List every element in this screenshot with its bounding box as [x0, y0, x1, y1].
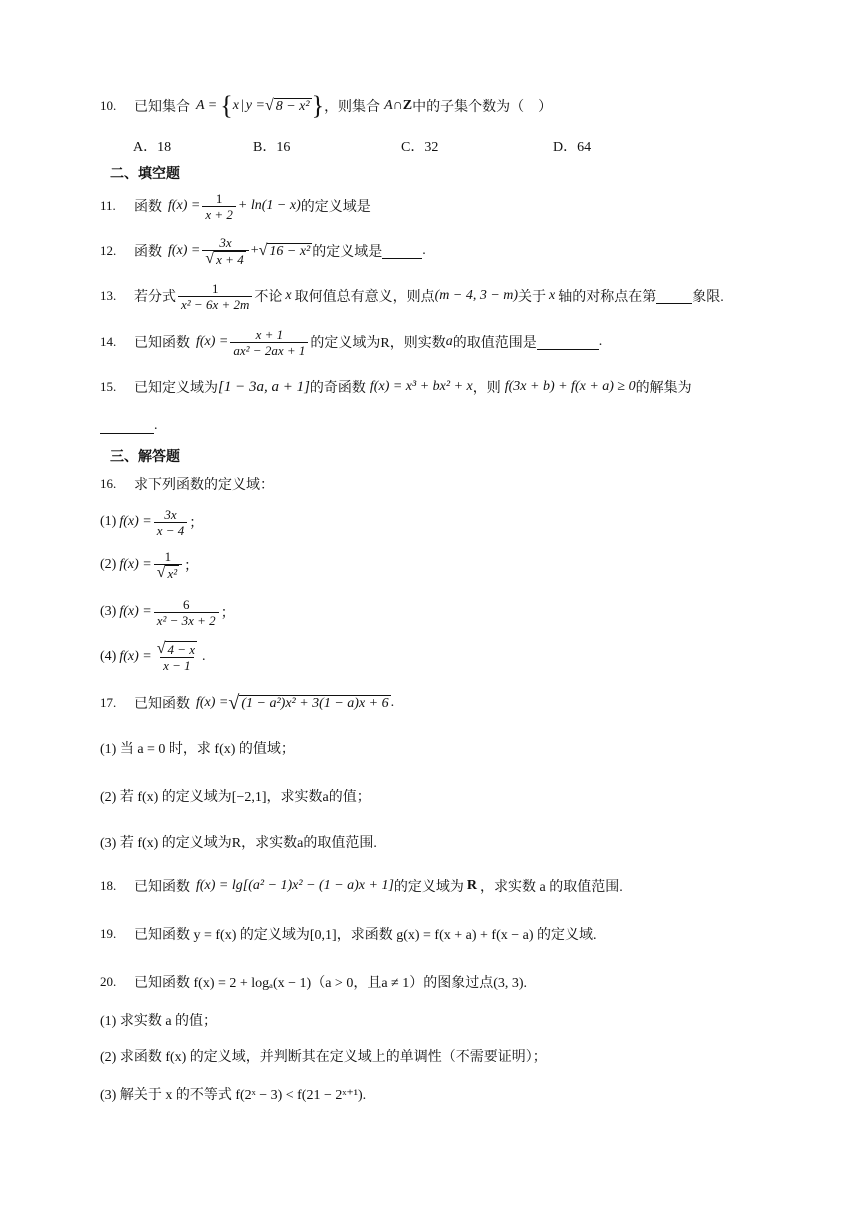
question-text: 求下列函数的定义域： — [134, 478, 274, 493]
brace: { — [220, 91, 233, 120]
option-label: A．18 — [133, 140, 172, 155]
question-18 — [100, 876, 623, 896]
question-text: 的定义域为R，则实数 — [310, 336, 446, 351]
question-20 — [100, 972, 527, 992]
question-text: 的解集为 — [635, 381, 692, 396]
option-label: C．32 — [401, 140, 439, 155]
math-expr: f(x) = — [119, 649, 152, 664]
question-text: 的取值范围是 — [452, 336, 537, 351]
math-expr: f(x) = — [119, 514, 152, 529]
question-text: 已知函数 f(x) = 2 + logₐ(x − 1)（a > 0，且a ≠ 1）的图象过点(3, 3). — [134, 976, 528, 991]
denominator: x − 4 — [154, 522, 188, 538]
question-text: 的定义域是 — [312, 245, 383, 260]
radicand: 16 − x² — [269, 244, 311, 259]
question-number: 14. — [100, 334, 117, 349]
question-16 — [100, 474, 274, 494]
fraction — [230, 327, 308, 358]
math-expr: f(3x + b) + f(x + a) ≥ 0 — [504, 379, 636, 394]
question-number: 13. — [100, 288, 117, 303]
subpart-2 — [100, 546, 198, 584]
math-set: R — [466, 878, 478, 893]
numerator: 3x — [164, 506, 177, 522]
question-13 — [100, 278, 724, 314]
period: . — [390, 695, 395, 710]
question-text: 已知集合 — [134, 100, 190, 115]
option-d[interactable] — [553, 136, 591, 156]
answer-blank[interactable] — [537, 335, 599, 350]
numerator: 1 — [211, 280, 219, 296]
math-expr: f(x) = — [196, 334, 229, 349]
question-text: 已知定义域为 — [134, 381, 218, 396]
question-11 — [100, 188, 371, 224]
punctuation: ； — [189, 516, 204, 531]
option-label: D．64 — [553, 140, 592, 155]
math-expr: f(x) = — [119, 557, 152, 572]
question-text: 函数 — [134, 245, 162, 260]
subpart-1 — [100, 738, 295, 758]
question-10 — [100, 88, 552, 124]
question-number: 20. — [100, 974, 117, 989]
subpart-2 — [100, 786, 371, 806]
question-text: 已知函数 — [134, 336, 190, 351]
subpart-text: (1) 求实数 a 的值； — [100, 1014, 218, 1029]
math-expr: (m − 4, 3 − m) — [434, 288, 519, 303]
question-17 — [100, 690, 394, 716]
punctuation: . — [202, 649, 206, 664]
question-text: 轴的对称点在第 — [558, 290, 657, 305]
question-text: 的定义域为 — [393, 880, 464, 895]
fraction — [202, 191, 236, 222]
question-number: 10. — [100, 98, 117, 113]
math-var: x — [232, 98, 239, 113]
subpart-label: (4) — [100, 649, 117, 664]
answer-blank[interactable] — [382, 244, 422, 259]
question-12 — [100, 232, 426, 270]
question-text: 不论 — [254, 290, 283, 305]
math-expr: + — [250, 243, 259, 258]
radicand: x² — [167, 566, 178, 581]
numerator: 1 — [164, 549, 172, 564]
subpart-3 — [100, 594, 235, 630]
question-text: 若分式 — [134, 290, 176, 305]
question-text: 象限. — [692, 290, 724, 305]
math-var: a — [445, 334, 453, 349]
math-expr: A∩ — [384, 98, 403, 113]
section-heading: 二、填空题 — [110, 166, 180, 182]
option-label: B．16 — [253, 140, 291, 155]
question-text: 已知函数 — [134, 697, 190, 712]
math-expr: f(x) = — [119, 604, 152, 619]
denominator: x − 1 — [160, 657, 194, 673]
question-number: 19. — [100, 926, 117, 941]
fraction — [154, 507, 188, 538]
question-text: ，则集合 — [324, 100, 381, 115]
math-expr: f(x) = — [168, 243, 201, 258]
question-number: 18. — [100, 878, 117, 893]
question-number: 17. — [100, 695, 117, 710]
denominator: x + 2 — [202, 206, 236, 222]
math-expr: f(x) = — [196, 695, 229, 710]
divider: | — [240, 98, 244, 113]
punctuation: ； — [220, 606, 235, 621]
subpart-label: (1) — [100, 514, 117, 529]
period: . — [154, 418, 158, 433]
fraction — [154, 549, 182, 581]
question-19 — [100, 924, 597, 944]
option-b[interactable] — [253, 136, 290, 156]
question-text: 取何值总有意义，则点 — [294, 290, 435, 305]
numerator: 3x — [219, 235, 232, 250]
math-var: x — [285, 288, 292, 303]
question-number: 16. — [100, 476, 117, 491]
radicand: x + 4 — [216, 252, 244, 267]
denominator: x² − 6x + 2m — [178, 296, 252, 312]
subpart-text: (3) 若 f(x) 的定义域为R，求实数a的取值范围. — [100, 836, 377, 851]
radicand: 8 − x² — [275, 99, 310, 114]
option-c[interactable] — [401, 136, 438, 156]
option-a[interactable] — [133, 136, 171, 156]
question-text: 已知函数 — [134, 880, 190, 895]
subpart-text: (3) 解关于 x 的不等式 f(2ˣ − 3) < f(21 − 2ˣ⁺¹). — [100, 1088, 367, 1103]
numerator: 1 — [215, 190, 223, 206]
fraction — [202, 235, 248, 267]
period: . — [598, 334, 603, 349]
answer-blank[interactable] — [100, 419, 154, 434]
question-text: 的奇函数 — [309, 381, 366, 396]
subpart-3 — [100, 1084, 366, 1104]
math-expr: + ln(1 − x) — [237, 198, 301, 213]
math-expr: A = — [196, 98, 218, 113]
fraction — [154, 597, 219, 628]
question-text: 中的子集个数为（ ） — [412, 100, 553, 115]
subpart-text: (2) 若 f(x) 的定义域为[−2,1]，求实数a的值； — [100, 790, 371, 805]
math-expr: f(x) = x³ + bx² + x — [369, 379, 473, 394]
subpart-1 — [100, 1010, 217, 1030]
question-number: 12. — [100, 243, 117, 258]
subpart-3 — [100, 832, 377, 852]
math-expr: y = — [245, 98, 265, 113]
sqrt-expr: √ 16 − x² — [258, 242, 311, 259]
question-text: 的定义域是 — [300, 200, 371, 215]
subpart-1 — [100, 504, 203, 540]
question-text: ，求实数 a 的取值范围. — [480, 880, 623, 895]
subpart-text: (2) 求函数 f(x) 的定义域，并判断其在定义域上的单调性（不需要证明）； — [100, 1050, 547, 1065]
math-var: x — [549, 288, 556, 303]
subpart-4 — [100, 638, 206, 676]
punctuation: ； — [184, 559, 199, 574]
sqrt-expr: √ (1 − a²)x² + 3(1 − a)x + 6 — [228, 692, 389, 714]
math-expr: f(x) = — [168, 198, 201, 213]
denominator: √ x² — [154, 564, 182, 581]
radicand: (1 − a²)x² + 3(1 − a)x + 6 — [241, 696, 389, 711]
answer-line — [100, 418, 158, 434]
question-text: 已知函数 y = f(x) 的定义域为[0,1]，求函数 g(x) = f(x + a) + f(x − a) 的定义域. — [134, 928, 597, 943]
numerator: x + 1 — [255, 326, 284, 342]
question-text: 关于 — [518, 290, 547, 305]
subpart-label: (2) — [100, 557, 117, 572]
math-set: Z — [402, 98, 413, 113]
brace: } — [311, 91, 325, 120]
subpart-text: (1) 当 a = 0 时，求 f(x) 的值域； — [100, 742, 295, 757]
question-text: 函数 — [134, 200, 162, 215]
denominator: x² − 3x + 2 — [154, 612, 219, 628]
question-text: ，则 — [472, 381, 501, 396]
answer-blank[interactable] — [656, 289, 692, 304]
section-heading: 三、解答题 — [110, 449, 180, 465]
period: . — [422, 243, 426, 258]
sqrt-expr: √ 8 − x² — [264, 97, 310, 114]
question-15 — [100, 376, 692, 398]
question-14 — [100, 324, 602, 360]
subpart-label: (3) — [100, 604, 117, 619]
fraction: √ 4 − x x − 1 — [156, 640, 196, 673]
math-expr: f(x) = lg[(a² − 1)x² − (1 − a)x + 1] — [196, 878, 394, 893]
math-expr: [1 − 3a, a + 1] — [218, 379, 310, 395]
subpart-2 — [100, 1046, 547, 1066]
fraction — [178, 281, 252, 312]
denominator: √ x + 4 — [202, 250, 248, 267]
denominator: ax² − 2ax + 1 — [230, 342, 308, 358]
question-number: 15. — [100, 379, 117, 394]
radicand: 4 − x — [167, 642, 196, 657]
numerator: 6 — [182, 596, 190, 612]
question-number: 11. — [100, 198, 116, 213]
